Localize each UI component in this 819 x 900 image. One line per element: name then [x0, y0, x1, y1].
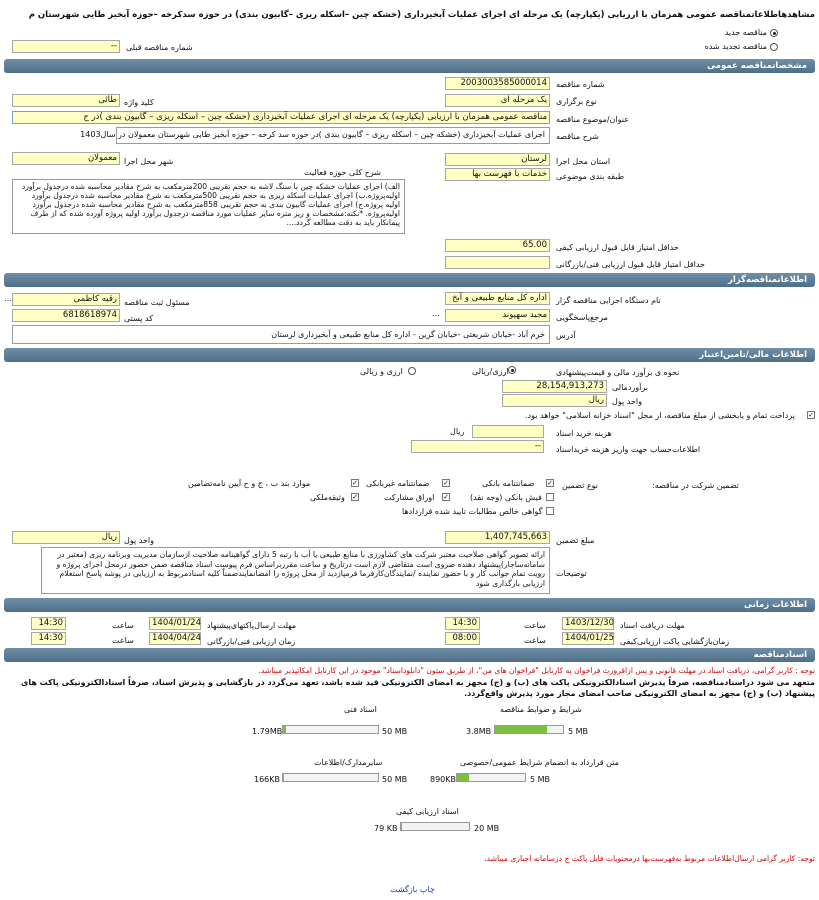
- clause-guarantee-checkbox[interactable]: ✓: [352, 479, 358, 487]
- guarantee-amount-label: مبلغ تضمین: [556, 536, 595, 545]
- rial-radio[interactable]: [508, 366, 516, 374]
- guarantee-currency-label: واحد پول: [124, 536, 154, 545]
- category-field: خدمات با فهرست بها: [445, 168, 550, 181]
- activity-scope-label: شرح کلی حوزه فعالیت: [304, 168, 381, 177]
- estimate-label: برآوردمالی: [612, 383, 648, 392]
- price-list-note: توجه: کاربر گرامی ارسال‌اطلاعات مربوط به‌فهرست‌بها درمحتویات فایل پاکت ج درسامانه اجباری میباشد.: [484, 854, 815, 863]
- reference-field: مجید سهپوند: [445, 309, 550, 322]
- bank-guarantee-checkbox[interactable]: ✓: [547, 479, 553, 487]
- eval-time-label: ساعت: [112, 636, 134, 645]
- address-field: خرم آباد -خیابان شریعتی -خیابان گرین - اداره کل منابع طبیعی و آبخیزداری لرستان: [12, 325, 550, 344]
- tender-number-field: 2003003585000014: [445, 77, 550, 90]
- account-label: اطلاعات‌حساب جهت واریز هزینه خریداسناد: [556, 445, 701, 454]
- open-label: زمان‌بازگشایی پاکت ارزیابی‌کیفی: [620, 637, 730, 646]
- guarantee-type-label: نوع تضمین: [562, 481, 598, 490]
- account-field: --: [411, 440, 544, 453]
- bonds-checkbox[interactable]: ✓: [443, 493, 449, 501]
- receive-docs-time: 14:30: [445, 617, 480, 630]
- reference-label: مرجع‌پاسخگویی: [556, 313, 608, 322]
- doc-cost-label: هزینه خرید اسناد: [556, 429, 612, 438]
- previous-number-field: --: [12, 40, 120, 53]
- eval-time: 14:30: [31, 632, 66, 645]
- signature-note: متعهد می شود دراسنادمناقصه، صرفاً پذیرش اسنادالکترونیکی پاکت های (ب) و (ج) مجهز به امضای الکترونیکی قید شده باشد، تعهد می‌گردد در بازگشایی و پذیرش اسناد، صرفاً اسنادالکترونیکی پاکت های پیشنهاد (ب) و (ج) مجهز به امضای الکترونیکی صاحب امضای مجاز مورد پذیرش واقع‌گردد.: [21, 678, 815, 698]
- clause-guarantee-label: موارد بند ب ، ج و ح آیین نامه‌تضامین: [188, 479, 311, 488]
- receivables-checkbox[interactable]: [546, 507, 554, 515]
- postal-code-label: کد پستی: [124, 314, 153, 323]
- file-usage-bar: [282, 725, 379, 734]
- file-size: 1.79MB: [252, 727, 283, 736]
- estimate-method-label: نحوه ی برآورد مالی و قیمت‌پیشنهادی: [556, 368, 680, 377]
- finance-section-header: اطلاعات مالی/تامین‌اعتبار: [4, 348, 815, 362]
- receive-time-label: ساعت: [524, 621, 546, 630]
- submit-time-label: ساعت: [112, 621, 134, 630]
- general-section-header: مشخصاتمناقصه عمومی: [4, 59, 815, 73]
- address-label: آدرس: [556, 331, 576, 340]
- organizer-section-header: اطلاعاتمناقصه‌گزار: [4, 273, 815, 287]
- file-name: شرایط و ضوابط مناقصه: [500, 705, 582, 714]
- guarantee-currency-field: ریال: [12, 531, 120, 544]
- file-max: 50 MB: [382, 727, 408, 736]
- file-name: سایرمدارک/اطلاعات: [314, 758, 383, 767]
- file-usage-bar: [400, 822, 470, 831]
- min-tech-score-field: [445, 256, 550, 269]
- registrar-more[interactable]: …: [4, 294, 12, 303]
- organization-name-label: نام دستگاه اجرایی مناقصه گزار: [556, 296, 661, 305]
- min-tech-score-label: حداقل امتیاز قابل قبول ارزیابی فنی/بازرگانی: [556, 260, 705, 269]
- guarantee-label: تضمین شرکت در مناقصه:: [652, 481, 740, 490]
- guarantee-amount-field: 1,407,745,663: [445, 531, 550, 544]
- keyword-label: کلید واژه: [124, 98, 154, 107]
- activity-scope-field: الف) اجرای عملیات خشکه چین با سنگ لاشه به حجم تقریبی 200مترمکعب به شرح مقادیر محاسبه شده درجدول برآورد اولیه‌پروژه.ب) اجرای عملیات اسکله ریزی به حجم تقریبی 500مترمکعب به شرح مقادیر محاسبه شده درجدول برآورد اولیه پروژه.ج) اجرای عملیات گابیون بندی به حجم تقریبی 858مترمکعب به شرح مقادیر محاسبه شده درجدول برآورد اولیه‌پروژه. *نکته:مشخصات و ریز متره سایر عملیات مورد مناقصه درجدول برآورد اولیه پروژه آورده شده که از طرف پیمانکار باید به دقت مطالعه گردد....: [12, 179, 405, 234]
- file-max: 50 MB: [382, 775, 408, 784]
- file-max: 5 MB: [568, 727, 589, 736]
- city-field: معمولان: [12, 152, 120, 165]
- rial-label: ارزی/ریالی: [472, 367, 509, 376]
- property-checkbox[interactable]: ✓: [352, 493, 358, 501]
- open-time: 08:00: [445, 632, 480, 645]
- file-usage-bar: [282, 773, 379, 782]
- documents-section-header: اسنادمناقصه: [4, 648, 815, 662]
- treasury-checkbox[interactable]: ✓: [808, 411, 814, 419]
- holding-type-field: یک مرحله ای: [445, 94, 550, 107]
- reference-more[interactable]: ...: [432, 309, 440, 318]
- file-usage-bar: [494, 725, 564, 734]
- new-tender-label: مناقصه جدید: [724, 28, 767, 37]
- fx-rial-label: ارزی و ریالی: [360, 367, 403, 376]
- submit-label: مهلت ارسال‌پاکتهای‌پیشنهاد: [207, 621, 297, 630]
- new-tender-radio[interactable]: [770, 29, 778, 37]
- file-size: 79 KB: [374, 824, 398, 833]
- tender-title-field: مناقصه عمومی همزمان با ارزیابی (یکپارچه) یک مرحله ای اجرای عملیات آبخیزداری (خشکه چین – اسکله ریزی – گابیون بندی )در ح: [12, 111, 550, 124]
- file-name: اسناد ارزیابی کیفی: [396, 807, 459, 816]
- eval-label: زمان ارزیابی فنی/بازرگانی: [207, 637, 296, 646]
- page-title: مشاهدهاطلاعاتمناقصه عمومی همزمان با ارزیابی (یکپارچه) یک مرحله ای اجرای عملیات آبخیزداری (خشکه چین –اسکله ریزی –گابیون بندی) در حوزه سدکرخه –حوزه آبخیز طایی شهرستان م: [28, 10, 815, 20]
- file-name: متن قرارداد به انضمام شرایط عمومی/خصوصی: [460, 758, 619, 767]
- property-label: وثیقه‌ملکی: [310, 493, 345, 502]
- cheque-label: فیش بانکی (وجه نقد): [470, 493, 542, 502]
- notes-label: توضیحات: [556, 569, 587, 578]
- file-size: 166KB: [254, 775, 281, 784]
- file-size: 3.8MB: [466, 727, 492, 736]
- province-label: استان محل اجرا: [556, 157, 611, 166]
- registrar-field: رقیه کاظمی: [12, 293, 120, 306]
- doc-cost-field: [472, 425, 544, 438]
- download-note: توجه : کاربر گرامی، دریافت اسناد در مهلت قانونی و پس ازاقرورت فراخوان به کارتابل "فراخوان های من"، از طریق ستون "دانلوداسناد" موجود در این کارتابل امکانپذیر میباشد.: [258, 666, 815, 675]
- file-max: 20 MB: [474, 824, 500, 833]
- renewed-tender-radio[interactable]: [770, 43, 778, 51]
- eval-date: 1404/04/24: [149, 632, 201, 645]
- tender-description-label: شرح مناقصه: [556, 132, 600, 141]
- currency-field: ریال: [502, 394, 607, 407]
- nonbank-guarantee-checkbox[interactable]: ✓: [443, 479, 449, 487]
- bank-guarantee-label: ضمانتنامه بانکی: [482, 479, 535, 488]
- notes-field: ارائه تصویر گواهی صلاحیت معتبر شرکت های کشاورزی با منابع طبیعی یا آب با رتبه 5 دارای گواهینامه صلاحیت ازسازمان مدیریت وبرنامه ریزی (معتبر در سامانه‌ساجار)پیشنهاد دهنده ضروی است متقاضی لازم است درتاریخ و ساعت مقرربراساس فرم پیوست اسناد مناقصه ضمن حضور درمحل اجرای پروژه و رویت تمام جوانب کار و با حضور نماینده /نمایندگان‌کارفرما فرمپازدید از محل پروژه را امضانمایندضمناً کلیه اسنادمربوط به ارزیابی در پوشه پاسخ استعلام ارزیابی بارگذاری شود: [41, 547, 550, 594]
- tender-title-label: عنوان/موضوع مناقصه: [556, 115, 629, 124]
- category-label: طبقه بندی موضوعی: [556, 172, 625, 181]
- treasury-note: پرداخت تمام و یابخشی از مبلغ مناقصه، از محل "اسناد خزانه اسلامی" خواهد بود.: [525, 411, 795, 420]
- estimate-field: 28,154,913,273: [502, 380, 607, 393]
- cheque-checkbox[interactable]: [546, 493, 554, 501]
- doc-cost-unit: ریال: [450, 427, 465, 436]
- renewed-tender-label: مناقصه تجدید شده: [704, 42, 767, 51]
- previous-number-label: شماره مناقصه قبلی: [126, 43, 193, 52]
- nonbank-guarantee-label: ضمانتنامه غیربانکی: [366, 479, 430, 488]
- fx-rial-radio[interactable]: [408, 367, 416, 375]
- registrar-label: مسئول ثبت مناقصه: [124, 298, 190, 307]
- receive-docs-date: 1403/12/30: [562, 617, 614, 630]
- min-quality-score-field: 65.00: [445, 239, 550, 252]
- open-time-label: ساعت: [524, 636, 546, 645]
- keyword-field: طائی: [12, 94, 120, 107]
- schedule-section-header: اطلاعات زمانی: [4, 598, 815, 612]
- city-label: شهر محل اجرا: [124, 157, 174, 166]
- bonds-label: اوراق مشارکت: [384, 493, 435, 502]
- currency-label: واحد پول: [612, 397, 642, 406]
- file-name: اسناد فنی: [344, 705, 377, 714]
- receive-docs-label: مهلت دریافت اسناد: [620, 621, 685, 630]
- submit-date: 1404/01/24: [149, 617, 201, 630]
- file-size: 890KB: [430, 775, 457, 784]
- file-usage-bar: [456, 773, 526, 782]
- postal-code-field: 6818618974: [12, 309, 120, 322]
- tender-description-field: اجرای عملیات آبخیزداری (خشکه چین – اسکله ریزی – گابیون بندی )در حوزه سد کرخه – حوزه آبخیز طایی شهرستان معمولان در سال1403: [116, 127, 550, 144]
- submit-time: 14:30: [31, 617, 66, 630]
- receivables-label: گواهی خالص مطالبات تایید شده قراردادها: [402, 507, 543, 516]
- province-field: لرستان: [445, 153, 550, 166]
- file-max: 5 MB: [530, 775, 551, 784]
- holding-type-label: نوع برگزاری: [556, 97, 597, 106]
- tender-number-label: شماره مناقصه: [556, 80, 605, 89]
- open-date: 1404/01/25: [562, 632, 614, 645]
- organization-name-field: اداره کل منابع طبیعی و آبخ: [445, 292, 550, 305]
- print-back-link[interactable]: چاپ بازگشت: [390, 885, 435, 894]
- min-quality-score-label: حداقل امتیاز قابل قبول ارزیابی کیفی: [556, 243, 679, 252]
